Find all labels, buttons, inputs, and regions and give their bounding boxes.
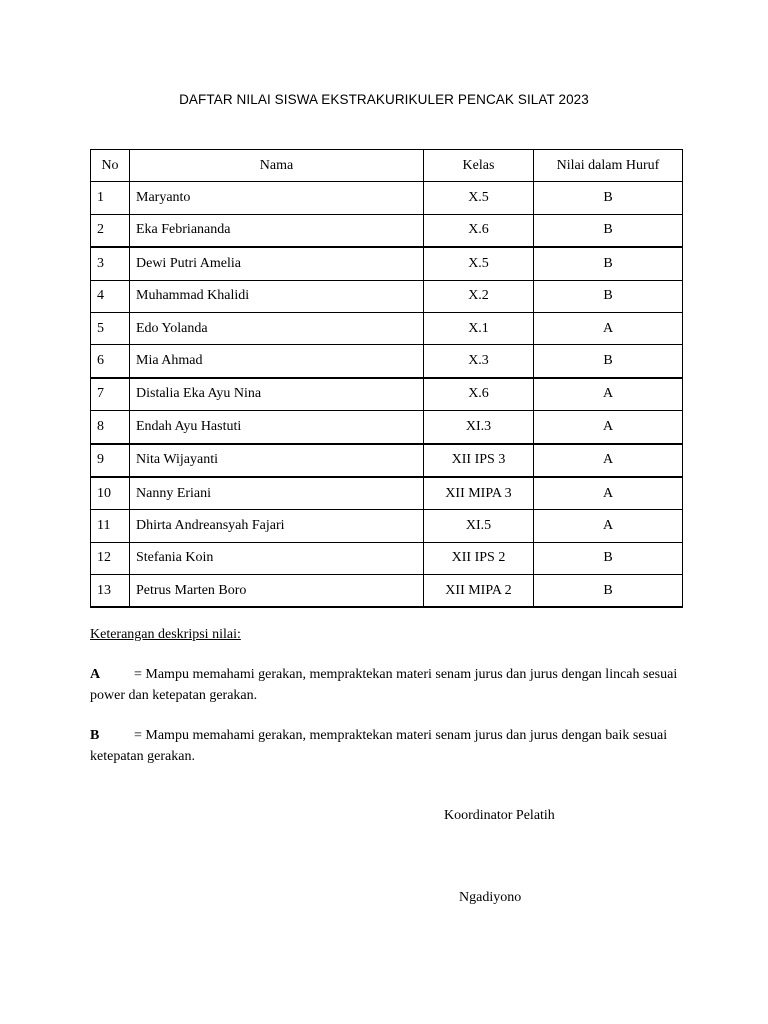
table-row (91, 411, 683, 444)
table-row (91, 345, 683, 378)
cell-nama: Nanny Eriani (130, 477, 424, 510)
cell-nilai: A (534, 477, 683, 510)
document-title: DAFTAR NILAI SISWA EKSTRAKURIKULER PENCAK SILAT 2023 (179, 92, 589, 107)
table-row (91, 312, 683, 344)
table-row (91, 510, 683, 542)
cell-nilai: A (534, 378, 683, 411)
cell-nilai: B (534, 182, 683, 214)
legend-key-a: A (90, 667, 101, 682)
cell-nilai: B (534, 575, 683, 608)
signature-name: Ngadiyono (459, 890, 522, 905)
header-no: No (91, 150, 130, 182)
table-row (91, 182, 683, 214)
legend-text-b: = Mampu memahami gerakan, mempraktekan materi senam jurus dan jurus dengan baik sesuai ketepatan gerakan. (90, 728, 668, 764)
cell-no: 7 (91, 378, 130, 411)
table-row (91, 214, 683, 247)
cell-kelas: X.5 (424, 247, 534, 280)
table-row (91, 575, 683, 608)
table-row (91, 477, 683, 510)
cell-kelas: XII MIPA 2 (424, 575, 534, 608)
header-nilai: Nilai dalam Huruf (534, 150, 683, 182)
cell-kelas: X.5 (424, 182, 534, 214)
grades-table (90, 149, 683, 608)
cell-nama: Endah Ayu Hastuti (130, 411, 424, 444)
cell-no: 8 (91, 411, 130, 444)
legend-text-a: = Mampu memahami gerakan, mempraktekan materi senam jurus dan jurus dengan lincah sesuai power dan ketepatan gerakan. (90, 667, 678, 703)
cell-nilai: A (534, 444, 683, 477)
cell-nama: Petrus Marten Boro (130, 575, 424, 608)
cell-no: 12 (91, 542, 130, 574)
cell-kelas: X.6 (424, 214, 534, 247)
header-nama: Nama (130, 150, 424, 182)
cell-kelas: X.3 (424, 345, 534, 378)
cell-kelas: XI.5 (424, 510, 534, 542)
legend-entry-b (90, 725, 680, 767)
cell-kelas: XI.3 (424, 411, 534, 444)
cell-nilai: B (534, 542, 683, 574)
cell-nama: Muhammad Khalidi (130, 280, 424, 312)
cell-nilai: A (534, 312, 683, 344)
cell-nama: Dewi Putri Amelia (130, 247, 424, 280)
table-row (91, 378, 683, 411)
cell-no: 13 (91, 575, 130, 608)
table-row (91, 247, 683, 280)
cell-nama: Dhirta Andreansyah Fajari (130, 510, 424, 542)
cell-no: 5 (91, 312, 130, 344)
header-kelas: Kelas (424, 150, 534, 182)
cell-nilai: B (534, 280, 683, 312)
cell-no: 6 (91, 345, 130, 378)
cell-no: 10 (91, 477, 130, 510)
cell-nilai: A (534, 510, 683, 542)
legend-entry-a (90, 664, 680, 706)
cell-nilai: A (534, 411, 683, 444)
cell-nama: Eka Febriananda (130, 214, 424, 247)
cell-no: 4 (91, 280, 130, 312)
cell-kelas: X.6 (424, 378, 534, 411)
cell-no: 3 (91, 247, 130, 280)
legend-heading: Keterangan deskripsi nilai: (90, 627, 241, 642)
signature-role: Koordinator Pelatih (444, 808, 555, 823)
cell-kelas: XII IPS 3 (424, 444, 534, 477)
cell-no: 11 (91, 510, 130, 542)
cell-nilai: B (534, 214, 683, 247)
cell-nilai: B (534, 345, 683, 378)
cell-kelas: XII IPS 2 (424, 542, 534, 574)
table-row (91, 280, 683, 312)
table-row (91, 444, 683, 477)
table-header-row (91, 150, 683, 182)
cell-nama: Mia Ahmad (130, 345, 424, 378)
cell-nama: Distalia Eka Ayu Nina (130, 378, 424, 411)
cell-nama: Maryanto (130, 182, 424, 214)
cell-no: 9 (91, 444, 130, 477)
cell-nama: Stefania Koin (130, 542, 424, 574)
cell-kelas: X.1 (424, 312, 534, 344)
cell-kelas: XII MIPA 3 (424, 477, 534, 510)
cell-nama: Edo Yolanda (130, 312, 424, 344)
cell-no: 1 (91, 182, 130, 214)
table-row (91, 542, 683, 574)
legend-key-b: B (90, 728, 100, 743)
cell-no: 2 (91, 214, 130, 247)
cell-nilai: B (534, 247, 683, 280)
cell-nama: Nita Wijayanti (130, 444, 424, 477)
cell-kelas: X.2 (424, 280, 534, 312)
